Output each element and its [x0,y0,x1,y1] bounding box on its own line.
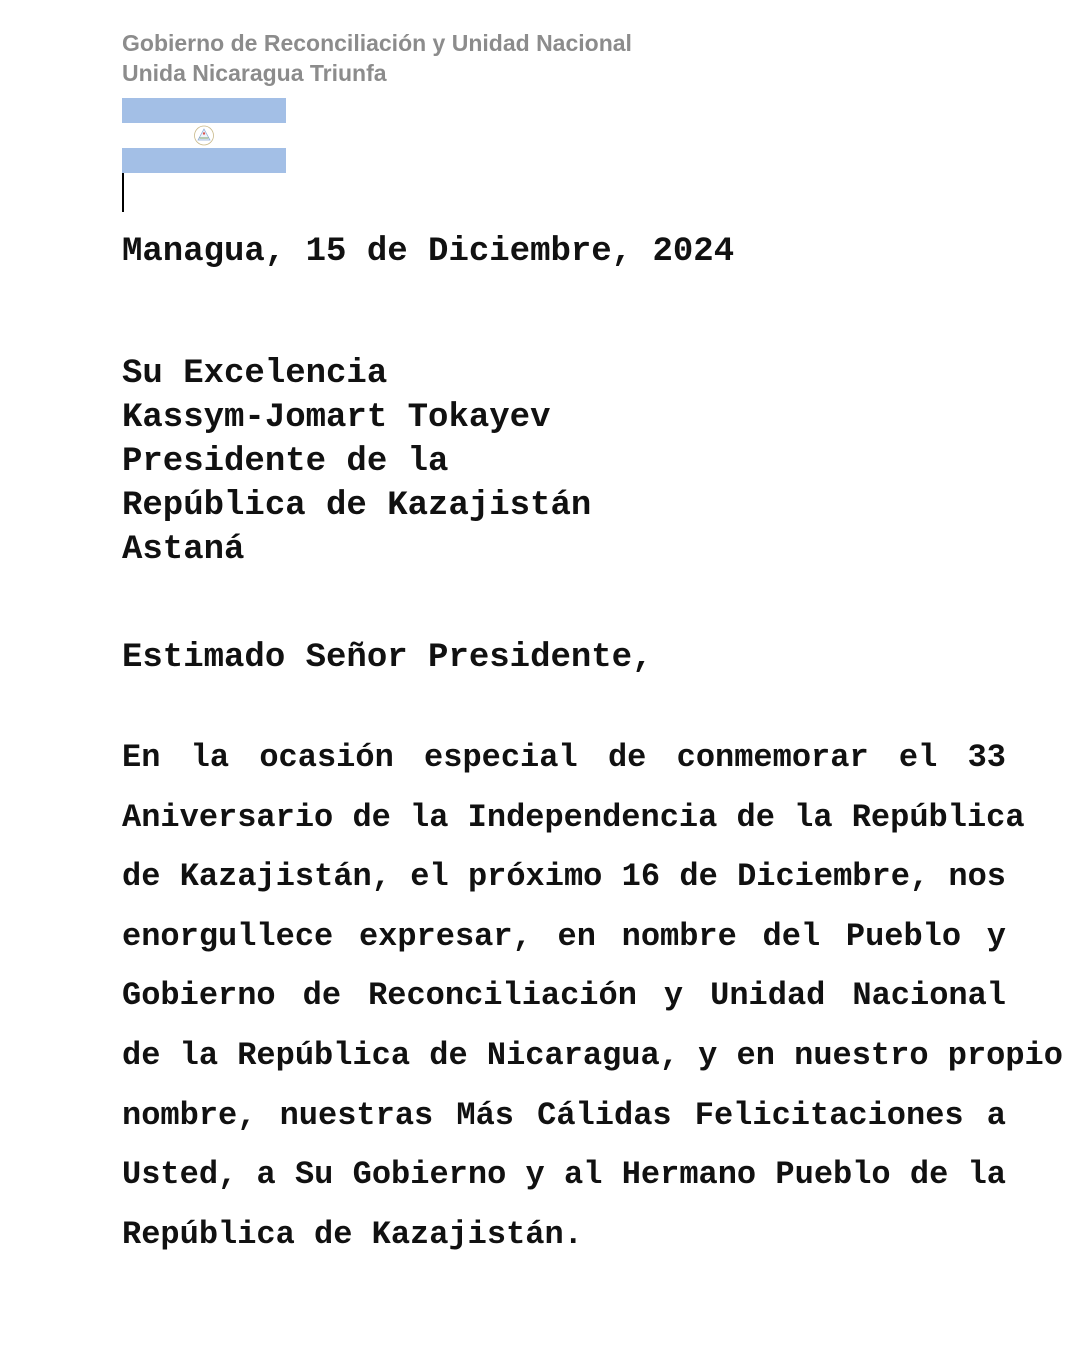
recipient-block [122,352,591,572]
body-line: enorgullece expresar, en nombre del Pueblo y [122,917,1006,955]
recipient-line: Astaná [122,531,245,569]
government-name: Gobierno de Reconciliación y Unidad Nacional [122,30,632,56]
body-line: Usted, a Su Gobierno y al Hermano Pueblo de la [122,1156,1006,1194]
body-line: Aniversario de la Independencia de la República [122,798,1025,836]
body-line: de Kazajistán, el próximo 16 de Diciembre, nos [122,858,1006,896]
letter-date: Managua, 15 de Diciembre, 2024 [122,233,735,271]
nicaragua-coat-of-arms-icon [192,123,216,148]
body-line: En la ocasión especial de conmemorar el 33 [122,739,1006,776]
recipient-line: Kassym-Jomart Tokayev [122,399,551,437]
nicaragua-flag [122,98,286,173]
text-cursor [122,173,124,212]
recipient-line: República de Kazajistán [122,487,592,525]
government-motto: Unida Nicaragua Triunfa [122,60,387,86]
recipient-line: Su Excelencia [122,355,388,393]
body-line: de la República de Nicaragua, y en nuestro propio [122,1036,1063,1074]
letter-body [122,738,1063,1274]
recipient-line: Presidente de la [122,443,449,481]
salutation: Estimado Señor Presidente, [122,639,653,677]
flag-band-top [122,98,286,123]
flag-band-bottom [122,148,286,173]
body-line: República de Kazajistán. [122,1215,583,1253]
body-line: nombre, nuestras Más Cálidas Felicitaciones a [122,1096,1006,1134]
body-line: Gobierno de Reconciliación y Unidad Nacional [122,977,1006,1015]
